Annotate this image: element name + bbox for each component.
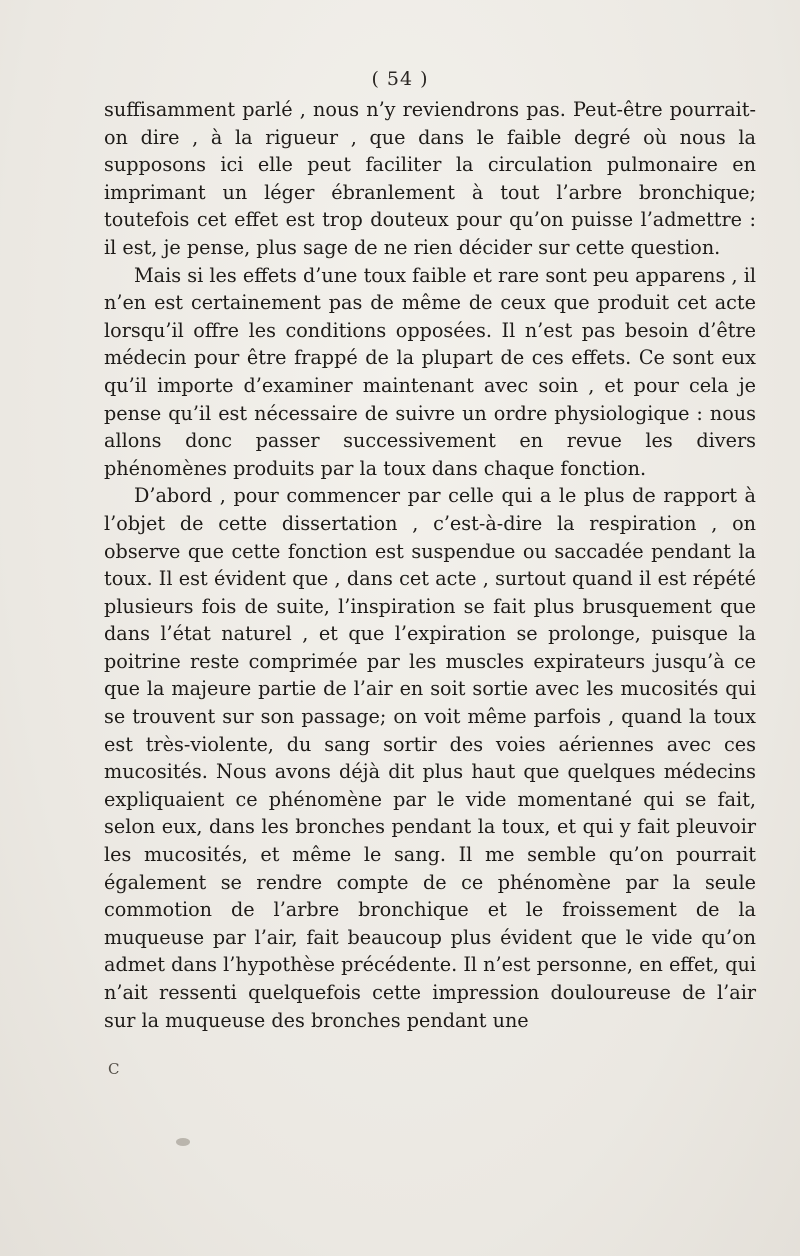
page-number: ( 54 ) [371, 68, 429, 90]
body-text [104, 96, 756, 1034]
ink-smudge [176, 1138, 190, 1146]
signature-mark: C [108, 1060, 120, 1078]
paragraph-2: Mais si les effets d’une toux faible et rare sont peu apparens , il n’en est certainement pas de même de ceux que produit cet acte lorsqu’il offre les conditions opposées. Il n’est pas besoin d’être médecin pour être frappé de la plupart de ces effets. Ce sont eux qu’il importe d’examiner maintenant avec soin , et pour cela je pense qu’il est nécessaire de suivre un ordre physiologique : nous allons donc passer successivement en revue les divers phénomènes produits par la toux dans chaque fonction. [104, 263, 756, 480]
paragraph-1: suffisamment parlé , nous n’y reviendrons pas. Peut-être pourrait-on dire , à la rigueur , que dans le faible degré où nous la supposons ici elle peut faciliter la circulation pulmonaire en imprimant un léger ébranlement à tout l’arbre bronchique; toutefois cet effet est trop douteux pour qu’on puisse l’admettre : il est, je pense, plus sage de ne rien décider sur cette question. [104, 98, 756, 259]
paragraph-3: D’abord , pour commencer par celle qui a le plus de rapport à l’objet de cette dissertation , c’est-à-dire la respiration , on observe que cette fonction est suspendue ou saccadée pendant la toux. Il est évident que , dans cet acte , surtout quand il est répété plusieurs fois de suite, l’inspiration se fait plus brusquement que dans l’état naturel , et que l’expiration se prolonge, puisque la poitrine reste comprimée par les muscles expirateurs jusqu’à ce que la majeure partie de l’air en soit sortie avec les mucosités qui se trouvent sur son passage; on voit même parfois , quand la toux est très-violente, du sang sortir des voies aériennes avec ces mucosités. Nous avons déjà dit plus haut que quelques médecins expliquaient ce phénomène par le vide momentané qui se fait, selon eux, dans les bronches pendant la toux, et qui y fait pleuvoir les mucosités, et même le sang. Il me semble qu’on pourrait également se rendre compte de ce phénomène par la seule commotion de l’arbre bronchique et le froissement de la muqueuse par l’air, fait beaucoup plus évident que le vide qu’on admet dans l’hypothèse précédente. Il n’est personne, en effet, qui n’ait ressenti quelquefois cette impression douloureuse de l’air sur la muqueuse des bronches pendant une [104, 484, 756, 1032]
